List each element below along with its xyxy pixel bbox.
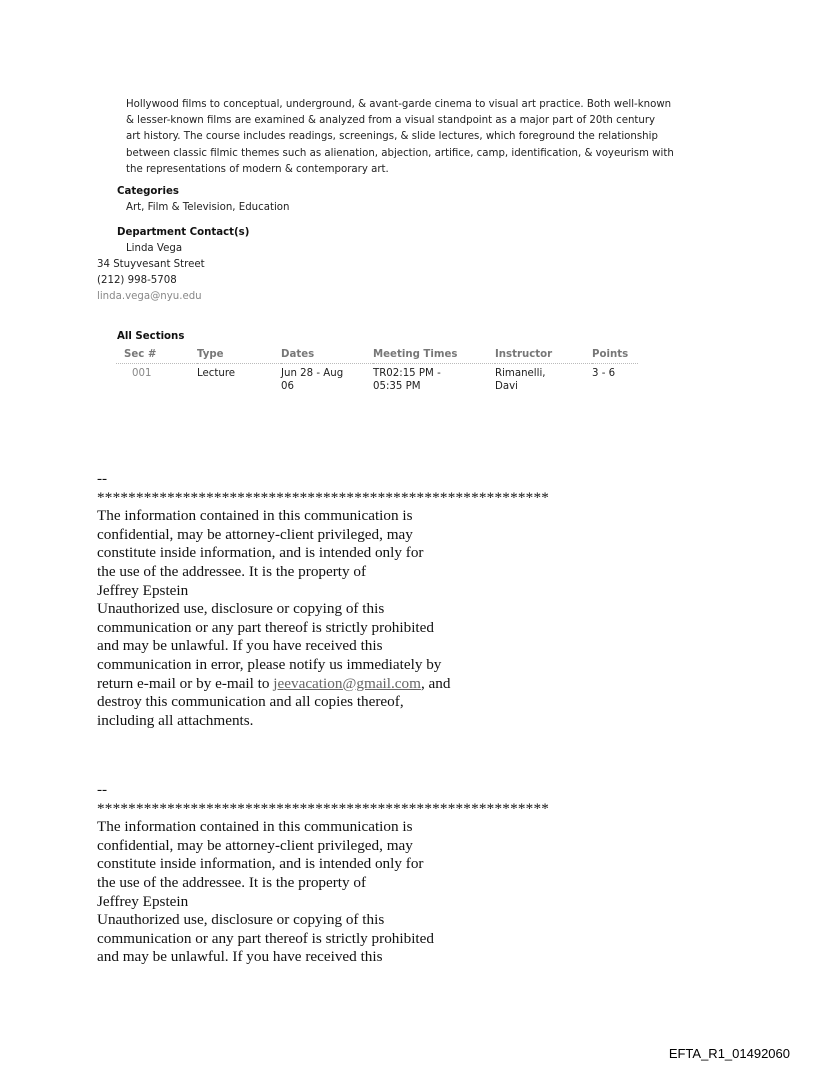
notice-line: and may be unlawful. If you have received this xyxy=(97,948,383,966)
dates-line: Jun 28 - Aug xyxy=(281,368,344,379)
email-link[interactable]: jeevacation@gmail.com xyxy=(273,674,421,692)
notice-line: Unauthorized use, disclosure or copying of this xyxy=(97,600,385,618)
categories-value: Art, Film & Television, Education xyxy=(126,202,290,213)
instructor-line: Rimanelli, xyxy=(495,368,546,379)
instructor-line: Davi xyxy=(495,380,518,392)
table-row xyxy=(116,364,638,394)
dates-line: 06 xyxy=(281,380,294,392)
notice-line: The information contained in this communication is xyxy=(97,818,413,836)
signature-separator: -- xyxy=(97,470,108,487)
contact-heading: Department Contact(s) xyxy=(117,227,250,238)
column-header-instructor: Instructor xyxy=(495,344,592,364)
column-header-sec: Sec # xyxy=(116,344,197,364)
notice-line: communication or any part thereof is strictly prohibited xyxy=(97,618,434,636)
section-type: Lecture xyxy=(197,368,236,379)
notice-line: the use of the addressee. It is the property of xyxy=(97,873,367,891)
document-id-stamp: EFTA_R1_01492060 xyxy=(668,1046,790,1061)
notice-line-with-email xyxy=(97,675,657,694)
times-line: 05:35 PM xyxy=(373,380,421,392)
column-header-points: Points xyxy=(592,344,638,364)
description-line: between classic filmic themes such as alienation, abjection, artifice, camp, identification, & voyeurism with xyxy=(126,147,674,159)
description-line: art history. The course includes readings, screenings, & slide lectures, which foreground the relationship xyxy=(126,131,658,143)
contact-name: Linda Vega xyxy=(126,243,183,254)
confidentiality-notice xyxy=(97,470,657,730)
notice-line: confidential, may be attorney-client privileged, may xyxy=(97,836,413,854)
table-header-row xyxy=(116,344,638,364)
contact-phone: (212) 998-5708 xyxy=(97,275,177,286)
column-header-type: Type xyxy=(197,344,281,364)
section-points: 3 - 6 xyxy=(592,368,616,379)
description-line: the representations of modern & contemporary art. xyxy=(126,163,389,175)
section-number-link[interactable]: 001 xyxy=(132,368,152,379)
notice-line: confidential, may be attorney-client privileged, may xyxy=(97,525,413,543)
confidentiality-notice-repeat xyxy=(97,781,657,967)
asterisk-divider: ********************************************************** xyxy=(97,799,550,817)
column-header-meeting-times: Meeting Times xyxy=(373,344,495,364)
notice-line: and may be unlawful. If you have received this xyxy=(97,637,383,655)
sections-table xyxy=(116,344,638,393)
times-line: TR02:15 PM - xyxy=(373,368,441,379)
section-dates xyxy=(281,364,373,394)
notice-line: Jeffrey Epstein xyxy=(97,581,189,599)
contact-email-link[interactable]: linda.vega@nyu.edu xyxy=(97,291,202,302)
course-description xyxy=(126,97,711,178)
asterisk-divider: ********************************************************** xyxy=(97,488,550,506)
categories-heading: Categories xyxy=(117,186,179,197)
notice-line: Jeffrey Epstein xyxy=(97,892,189,910)
email-suffix: , and xyxy=(420,674,451,692)
email-prefix: return e-mail or by e-mail to xyxy=(97,674,274,692)
section-meeting-times xyxy=(373,364,495,394)
notice-line: Unauthorized use, disclosure or copying of this xyxy=(97,911,385,929)
notice-line: including all attachments. xyxy=(97,711,254,729)
contact-address: 34 Stuyvesant Street xyxy=(97,259,205,270)
description-line: & lesser-known films are examined & analyzed from a visual standpoint as a major part of 20th century xyxy=(126,115,656,127)
description-line: Hollywood films to conceptual, underground, & avant-garde cinema to visual art practice. Both well-known xyxy=(126,99,672,110)
notice-line: destroy this communication and all copies thereof, xyxy=(97,693,404,711)
notice-line: constitute inside information, and is intended only for xyxy=(97,855,424,873)
sections-heading: All Sections xyxy=(117,331,185,342)
section-instructor xyxy=(495,364,592,394)
notice-line: constitute inside information, and is intended only for xyxy=(97,544,424,562)
signature-separator: -- xyxy=(97,781,108,798)
notice-line: The information contained in this communication is xyxy=(97,507,413,525)
notice-line: communication or any part thereof is strictly prohibited xyxy=(97,929,434,947)
notice-line: the use of the addressee. It is the property of xyxy=(97,562,367,580)
notice-line: communication in error, please notify us immediately by xyxy=(97,655,442,673)
column-header-dates: Dates xyxy=(281,344,373,364)
